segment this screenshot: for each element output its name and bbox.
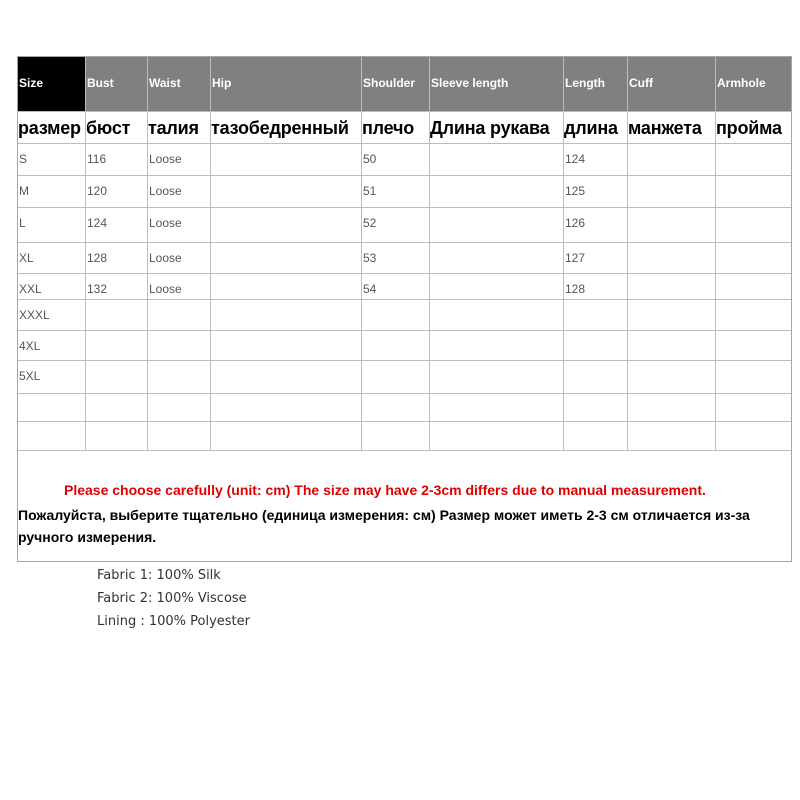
table-cell bbox=[211, 176, 362, 208]
table-cell bbox=[211, 300, 362, 331]
table-cell bbox=[716, 176, 791, 208]
column-header-ru: тазобедренный bbox=[211, 112, 362, 144]
size-label-cell: L bbox=[18, 208, 86, 243]
table-cell bbox=[211, 394, 362, 422]
table-cell bbox=[716, 208, 791, 243]
table-cell bbox=[86, 331, 148, 361]
table-cell bbox=[86, 361, 148, 394]
table-cell bbox=[628, 300, 716, 331]
table-cell bbox=[716, 361, 791, 394]
table-cell bbox=[716, 331, 791, 361]
table-cell bbox=[628, 331, 716, 361]
column-header-en: Waist bbox=[148, 57, 211, 112]
table-cell: 125 bbox=[564, 176, 628, 208]
table-cell bbox=[362, 394, 430, 422]
table-cell bbox=[564, 331, 628, 361]
fabric-line: Fabric 1: 100% Silk bbox=[97, 568, 221, 583]
size-label-cell: 4XL bbox=[18, 331, 86, 361]
table-cell: Loose bbox=[148, 274, 211, 300]
table-cell bbox=[211, 331, 362, 361]
table-cell bbox=[716, 274, 791, 300]
table-cell: Loose bbox=[148, 243, 211, 274]
table-cell bbox=[564, 394, 628, 422]
table-cell bbox=[564, 422, 628, 451]
column-header-en: Shoulder bbox=[362, 57, 430, 112]
fabric-line: Fabric 2: 100% Viscose bbox=[97, 591, 247, 606]
size-label-cell bbox=[18, 394, 86, 422]
table-cell bbox=[628, 208, 716, 243]
size-label-cell: 5XL bbox=[18, 361, 86, 394]
table-cell bbox=[430, 243, 564, 274]
column-header-en: Bust bbox=[86, 57, 148, 112]
table-cell: 128 bbox=[86, 243, 148, 274]
column-header-en: Armhole bbox=[716, 57, 791, 112]
column-header-ru: манжета bbox=[628, 112, 716, 144]
table-cell bbox=[430, 331, 564, 361]
column-header-ru: размер bbox=[18, 112, 86, 144]
note-english: Please choose carefully (unit: cm) The size may have 2-3cm differs due to manual measurement. bbox=[64, 482, 706, 498]
table-cell bbox=[430, 422, 564, 451]
table-cell: 127 bbox=[564, 243, 628, 274]
table-cell: Loose bbox=[148, 208, 211, 243]
table-cell bbox=[86, 300, 148, 331]
table-cell bbox=[430, 208, 564, 243]
table-cell bbox=[716, 300, 791, 331]
table-cell bbox=[211, 144, 362, 176]
table-cell bbox=[211, 243, 362, 274]
table-cell: 128 bbox=[564, 274, 628, 300]
table-cell bbox=[628, 144, 716, 176]
table-cell bbox=[564, 300, 628, 331]
column-header-en: Cuff bbox=[628, 57, 716, 112]
size-label-cell bbox=[18, 422, 86, 451]
lining-line: Lining : 100% Polyester bbox=[97, 614, 250, 629]
table-cell: 124 bbox=[564, 144, 628, 176]
column-header-ru: пройма bbox=[716, 112, 791, 144]
table-cell bbox=[211, 422, 362, 451]
table-cell bbox=[716, 144, 791, 176]
table-cell bbox=[564, 361, 628, 394]
table-cell bbox=[362, 300, 430, 331]
table-cell bbox=[211, 208, 362, 243]
size-label-cell: S bbox=[18, 144, 86, 176]
size-chart-table bbox=[17, 56, 792, 562]
table-cell: 51 bbox=[362, 176, 430, 208]
size-label-cell: XL bbox=[18, 243, 86, 274]
table-cell bbox=[148, 394, 211, 422]
table-cell: 54 bbox=[362, 274, 430, 300]
table-cell bbox=[211, 274, 362, 300]
table-cell bbox=[430, 144, 564, 176]
column-header-ru: плечо bbox=[362, 112, 430, 144]
table-cell bbox=[430, 274, 564, 300]
fabric-info bbox=[97, 564, 250, 633]
table-cell bbox=[430, 361, 564, 394]
table-cell bbox=[362, 331, 430, 361]
measurement-note bbox=[18, 466, 791, 561]
table-cell bbox=[430, 394, 564, 422]
column-header-en: Sleeve length bbox=[430, 57, 564, 112]
table-cell: Loose bbox=[148, 144, 211, 176]
column-header-ru: бюст bbox=[86, 112, 148, 144]
table-cell: 53 bbox=[362, 243, 430, 274]
table-cell bbox=[716, 394, 791, 422]
table-cell bbox=[362, 422, 430, 451]
table-cell: 124 bbox=[86, 208, 148, 243]
size-label-cell: XXXL bbox=[18, 300, 86, 331]
table-cell bbox=[362, 361, 430, 394]
size-chart-grid bbox=[18, 57, 791, 451]
table-cell bbox=[716, 243, 791, 274]
column-header-en: Length bbox=[564, 57, 628, 112]
table-cell: 50 bbox=[362, 144, 430, 176]
size-label-cell: M bbox=[18, 176, 86, 208]
table-cell bbox=[86, 422, 148, 451]
table-cell bbox=[148, 331, 211, 361]
note-russian: Пожалуйста, выберите тщательно (единица измерения: см) Размер может иметь 2-3 см отличается из-за ручного измерения. bbox=[18, 507, 750, 545]
column-header-en: Hip bbox=[211, 57, 362, 112]
table-cell bbox=[716, 422, 791, 451]
table-cell bbox=[628, 422, 716, 451]
table-cell bbox=[628, 176, 716, 208]
table-cell: 116 bbox=[86, 144, 148, 176]
column-header-ru: длина bbox=[564, 112, 628, 144]
table-cell bbox=[148, 300, 211, 331]
table-cell: 120 bbox=[86, 176, 148, 208]
table-cell bbox=[628, 394, 716, 422]
table-cell bbox=[148, 422, 211, 451]
table-cell bbox=[148, 361, 211, 394]
column-header-en: Size bbox=[18, 57, 86, 112]
table-cell: 132 bbox=[86, 274, 148, 300]
table-cell bbox=[628, 274, 716, 300]
table-cell bbox=[430, 300, 564, 331]
table-cell: 126 bbox=[564, 208, 628, 243]
table-cell bbox=[430, 176, 564, 208]
table-cell bbox=[628, 361, 716, 394]
column-header-ru: талия bbox=[148, 112, 211, 144]
table-cell bbox=[628, 243, 716, 274]
column-header-ru: Длина рукава bbox=[430, 112, 564, 144]
table-cell: 52 bbox=[362, 208, 430, 243]
size-label-cell: XXL bbox=[18, 274, 86, 300]
table-cell: Loose bbox=[148, 176, 211, 208]
table-cell bbox=[86, 394, 148, 422]
table-cell bbox=[211, 361, 362, 394]
